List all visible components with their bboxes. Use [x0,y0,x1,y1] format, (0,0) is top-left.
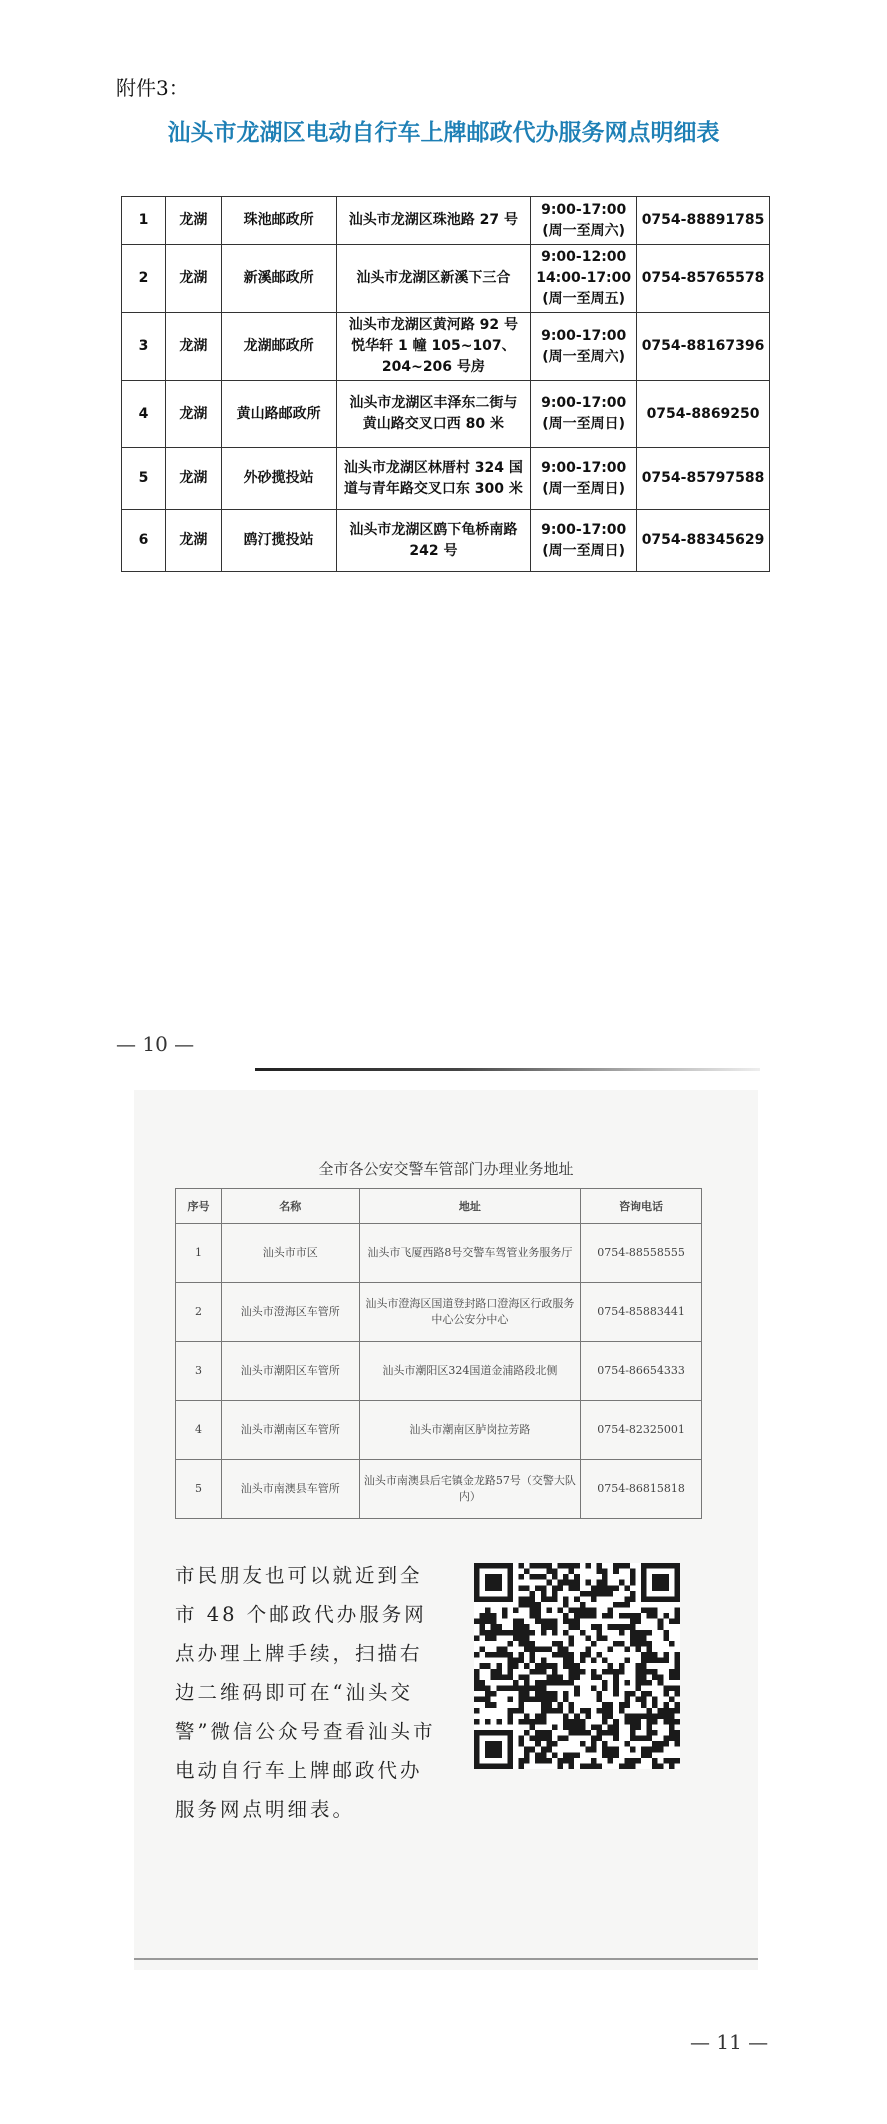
cell-phone: 0754-86815818 [581,1460,702,1519]
table-row [122,313,770,381]
cell-hours: 9:00-17:00 (周一至周日) [531,381,637,448]
header-no: 序号 [176,1189,222,1224]
traffic-office-table [175,1188,702,1519]
cell-phone: 0754-85765578 [637,245,770,313]
cell-hours: 9:00-17:00 (周一至周日) [531,510,637,572]
table-row [176,1342,702,1401]
postal-outlets-table [121,196,770,572]
qr-code-icon[interactable] [474,1563,680,1769]
traffic-office-table-title: 全市各公安交警车管部门办理业务地址 [318,1160,574,1178]
page-divider [255,1068,760,1071]
page-number: — 10 — [116,1032,195,1056]
cell-address: 汕头市潮南区胪岗拉芳路 [359,1401,581,1460]
cell-district: 龙湖 [165,197,221,245]
page-number: — 11 — [690,2030,769,2054]
cell-hours: 9:00-17:00 (周一至周日) [531,448,637,510]
cell-district: 龙湖 [165,313,221,381]
cell-address: 汕头市澄海区国道登封路口澄海区行政服务中心公安分中心 [359,1283,581,1342]
table-row [122,245,770,313]
attachment-label: 附件3： [116,76,189,100]
cell-name: 外砂揽投站 [221,448,336,510]
cell-address: 汕头市潮阳区324国道金浦路段北侧 [359,1342,581,1401]
table-row [122,381,770,448]
cell-district: 龙湖 [165,510,221,572]
cell-name: 鸥汀揽投站 [221,510,336,572]
cell-address: 汕头市龙湖区林厝村 324 国 道与青年路交叉口东 300 米 [336,448,531,510]
cell-address: 汕头市龙湖区丰泽东二街与 黄山路交叉口西 80 米 [336,381,531,448]
cell-address: 汕头市龙湖区珠池路 27 号 [336,197,531,245]
cell-no: 1 [176,1224,222,1283]
cell-no: 2 [176,1283,222,1342]
cell-name: 龙湖邮政所 [221,313,336,381]
cell-name: 汕头市市区 [221,1224,359,1283]
cell-phone: 0754-8869250 [637,381,770,448]
cell-phone: 0754-86654333 [581,1342,702,1401]
header-address: 地址 [359,1189,581,1224]
cell-no: 3 [122,313,166,381]
cell-phone: 0754-82325001 [581,1401,702,1460]
cell-no: 4 [122,381,166,448]
cell-hours: 9:00-17:00 (周一至周六) [531,197,637,245]
cell-no: 2 [122,245,166,313]
table-header-row [176,1189,702,1224]
cell-no: 6 [122,510,166,572]
cell-name: 珠池邮政所 [221,197,336,245]
cell-phone: 0754-88558555 [581,1224,702,1283]
cell-phone: 0754-85883441 [581,1283,702,1342]
table-row [122,448,770,510]
page-title: 汕头市龙湖区电动自行车上牌邮政代办服务网点明细表 [167,120,720,146]
cell-hours: 9:00-17:00 (周一至周六) [531,313,637,381]
cell-phone: 0754-85797588 [637,448,770,510]
cell-address: 汕头市飞厦西路8号交警车驾管业务服务厅 [359,1224,581,1283]
cell-address: 汕头市龙湖区黄河路 92 号 悦华轩 1 幢 105~107、 204~206 号房 [336,313,531,381]
cell-phone: 0754-88167396 [637,313,770,381]
table-row [176,1460,702,1519]
cell-no: 3 [176,1342,222,1401]
cell-name: 汕头市澄海区车管所 [221,1283,359,1342]
cell-phone: 0754-88891785 [637,197,770,245]
header-phone: 咨询电话 [581,1189,702,1224]
table-row [176,1283,702,1342]
cell-address: 汕头市龙湖区新溪下三合 [336,245,531,313]
bottom-divider [134,1958,758,1960]
cell-address: 汕头市南澳县后宅镇金龙路57号（交警大队内） [359,1460,581,1519]
table-row [176,1224,702,1283]
cell-address: 汕头市龙湖区鸥下龟桥南路 242 号 [336,510,531,572]
table-row [122,510,770,572]
cell-name: 黄山路邮政所 [221,381,336,448]
table-row [176,1401,702,1460]
cell-phone: 0754-88345629 [637,510,770,572]
header-name: 名称 [221,1189,359,1224]
cell-name: 汕头市潮南区车管所 [221,1401,359,1460]
traffic-office-body [176,1224,702,1519]
cell-name: 汕头市潮阳区车管所 [221,1342,359,1401]
notice-text: 市民朋友也可以就近到全市 48 个邮政代办服务网点办理上牌手续，扫描右边二维码即可在“汕头交警”微信公众号查看汕头市电动自行车上牌邮政代办服务网点明细表。 [175,1564,436,1821]
cell-no: 5 [176,1460,222,1519]
cell-no: 1 [122,197,166,245]
postal-outlets-body [122,197,770,572]
cell-hours: 9:00-12:00 14:00-17:00 (周一至周五) [531,245,637,313]
table-row [122,197,770,245]
cell-district: 龙湖 [165,245,221,313]
cell-no: 5 [122,448,166,510]
cell-district: 龙湖 [165,381,221,448]
cell-district: 龙湖 [165,448,221,510]
cell-name: 新溪邮政所 [221,245,336,313]
cell-name: 汕头市南澳县车管所 [221,1460,359,1519]
cell-no: 4 [176,1401,222,1460]
